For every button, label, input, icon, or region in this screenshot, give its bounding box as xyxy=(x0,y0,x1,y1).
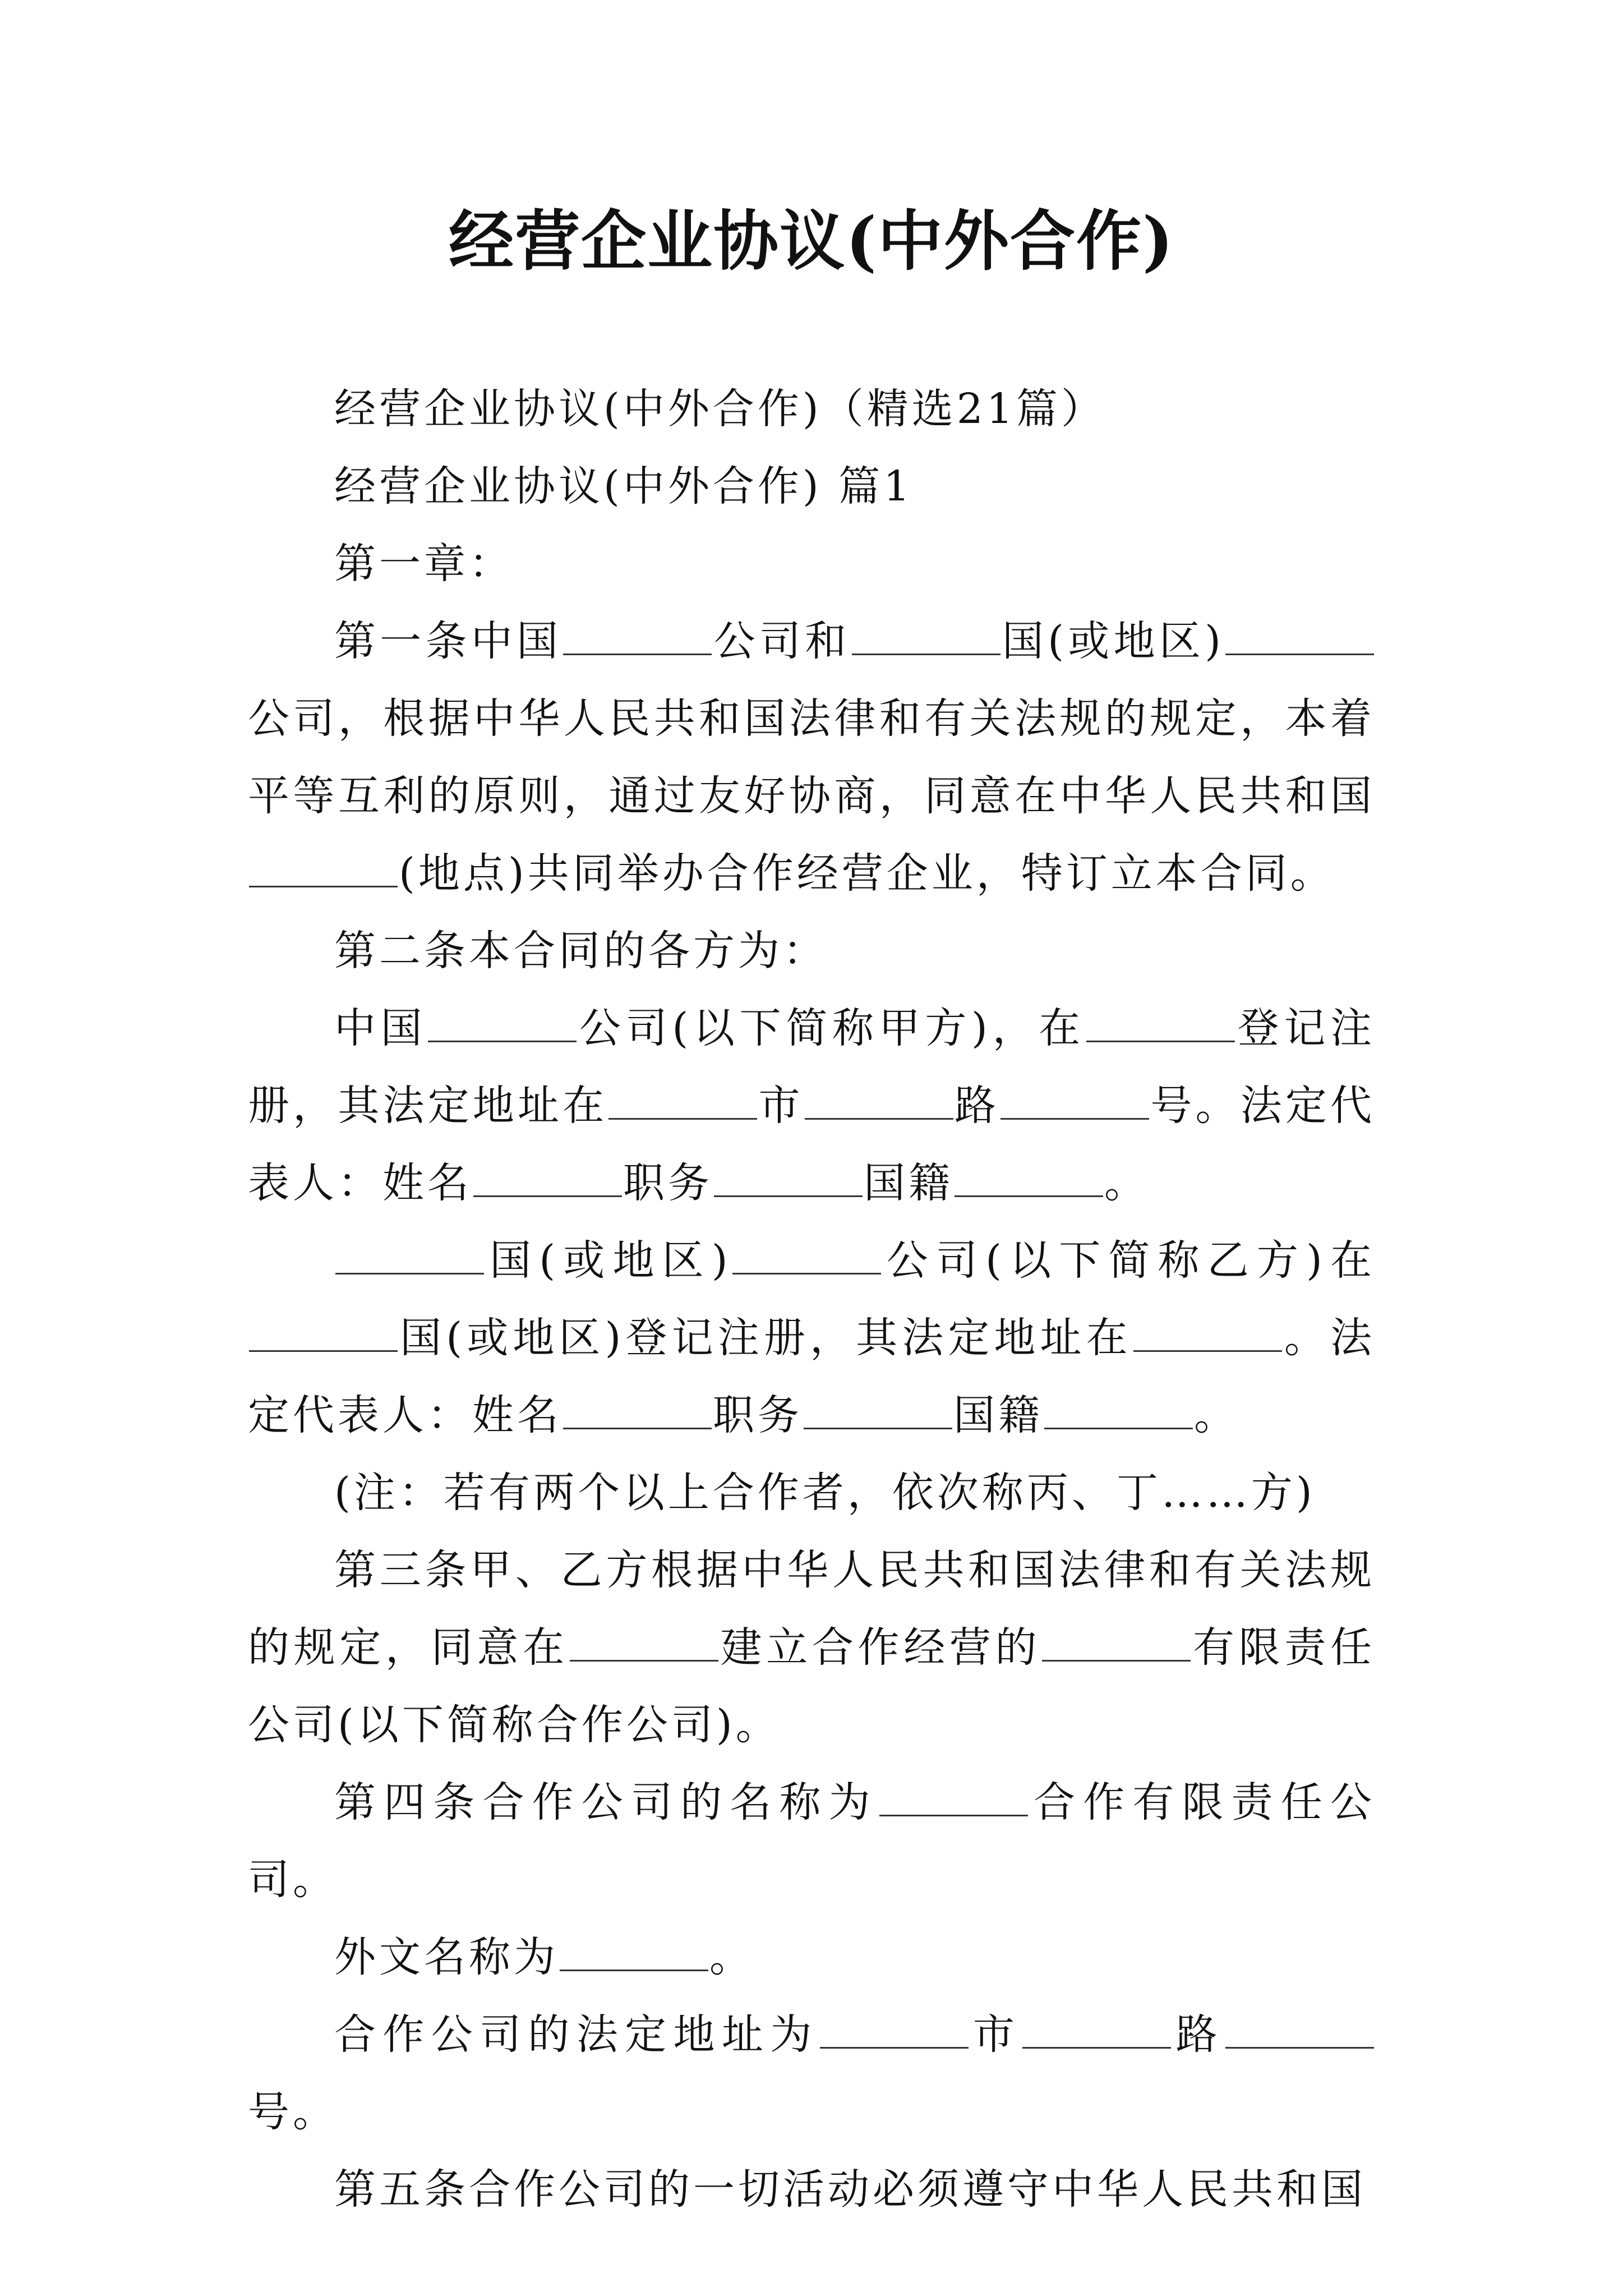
fill-blank xyxy=(249,851,398,887)
section-heading: 经营企业协议(中外合作) 篇1 xyxy=(334,462,914,510)
document-body xyxy=(248,370,1375,2228)
document-title: 经营企业协议(中外合作) xyxy=(449,203,1174,279)
fill-blank xyxy=(955,1161,1103,1197)
fill-blank xyxy=(473,1161,622,1197)
fill-blank xyxy=(249,1315,398,1352)
fill-blank xyxy=(732,1238,881,1274)
text-segment: 市 xyxy=(969,2010,1022,2059)
foreign-name-paragraph xyxy=(248,1918,1375,1996)
text-segment: 公司和 xyxy=(713,617,851,665)
fill-blank xyxy=(805,1083,953,1120)
fill-blank xyxy=(879,1780,1028,1816)
text-segment: 号。法定代表人：姓名 xyxy=(248,1082,1376,1207)
fill-blank xyxy=(820,2012,969,2049)
text-segment: 公司(以下简称甲方)，在 xyxy=(578,1004,1085,1052)
text-segment: 外文名称为 xyxy=(334,1933,559,1981)
fill-blank xyxy=(608,1083,757,1120)
fill-blank xyxy=(714,1161,863,1197)
text-segment: 第四条合作公司的名称为 xyxy=(334,1778,878,1826)
fill-blank xyxy=(563,619,712,655)
party-b-paragraph xyxy=(248,1222,1375,1454)
text-segment: 。 xyxy=(1104,1159,1149,1207)
text-segment: 国(或地区)登记注册，其法定地址在 xyxy=(399,1314,1132,1362)
fill-blank xyxy=(1042,1625,1191,1662)
text-segment: 国籍 xyxy=(953,1391,1043,1439)
article-2-intro: 第二条本合同的各方为： xyxy=(334,927,828,975)
text-segment: 。 xyxy=(709,1933,754,1981)
fill-blank xyxy=(1000,1083,1149,1120)
text-segment: 职务 xyxy=(713,1391,803,1439)
note-paragraph: (注：若有两个以上合作者，依次称丙、丁……方) xyxy=(334,1469,1316,1517)
text-segment: 有限责任公司(以下简称合作公司)。 xyxy=(248,1623,1376,1749)
text-segment: 第三条甲、乙方根据中华人民共和国法律和有关法规的规定，同意在 xyxy=(248,1546,1375,1672)
text-segment: 公司，根据中华人民共和国法律和有关法规的规定，本着平等互利的原则，通过友好协商，同意在中华人民共和国 xyxy=(248,694,1375,820)
legal-address-paragraph xyxy=(248,1996,1375,2151)
fill-blank xyxy=(1225,2012,1374,2049)
text-segment: (地点)共同举办合作经营企业，特订立本合同。 xyxy=(399,849,1335,898)
fill-blank xyxy=(1225,619,1374,655)
text-segment: 合作公司的法定地址为 xyxy=(334,2010,819,2059)
fill-blank xyxy=(1086,1006,1235,1042)
text-segment: 登记注册，其法定地址在 xyxy=(248,1004,1376,1130)
text-segment: 建立合作经营的 xyxy=(719,1623,1041,1672)
fill-blank xyxy=(852,619,1000,655)
text-segment: 职务 xyxy=(623,1159,713,1207)
fill-blank xyxy=(570,1625,718,1662)
article-4-paragraph xyxy=(248,1764,1375,1918)
text-segment: 第一条中国 xyxy=(334,617,562,665)
text-segment: 市 xyxy=(758,1082,804,1130)
fill-blank xyxy=(563,1393,712,1429)
fill-blank xyxy=(428,1006,577,1042)
text-segment: 。 xyxy=(1194,1391,1239,1439)
chapter-heading: 第一章： xyxy=(334,540,514,588)
text-segment: 国籍 xyxy=(864,1159,953,1207)
text-segment: 号。 xyxy=(248,2088,338,2136)
fill-blank xyxy=(1133,1315,1282,1352)
fill-blank xyxy=(804,1393,952,1429)
text-segment: 路 xyxy=(1172,2010,1225,2059)
article-1-paragraph xyxy=(248,602,1375,912)
text-segment: 公司(以下简称乙方)在 xyxy=(882,1236,1375,1285)
text-segment: 。法定代表人：姓名 xyxy=(248,1314,1375,1439)
fill-blank xyxy=(335,1238,484,1274)
fill-blank xyxy=(1044,1393,1193,1429)
fill-blank xyxy=(560,1935,708,1971)
article-5-paragraph: 第五条合作公司的一切活动必须遵守中华人民共和国 xyxy=(334,2165,1366,2214)
article-3-paragraph xyxy=(248,1531,1375,1764)
subtitle-paragraph: 经营企业协议(中外合作)（精选21篇） xyxy=(334,385,1106,433)
fill-blank xyxy=(1022,2012,1171,2049)
text-segment: 国(或地区) xyxy=(485,1236,731,1285)
text-segment: 合作有限责任公司。 xyxy=(248,1778,1376,1904)
party-a-paragraph xyxy=(248,990,1375,1222)
text-segment: 路 xyxy=(954,1082,1000,1130)
text-segment: 国(或地区) xyxy=(1001,617,1225,665)
text-segment: 中国 xyxy=(334,1004,427,1052)
